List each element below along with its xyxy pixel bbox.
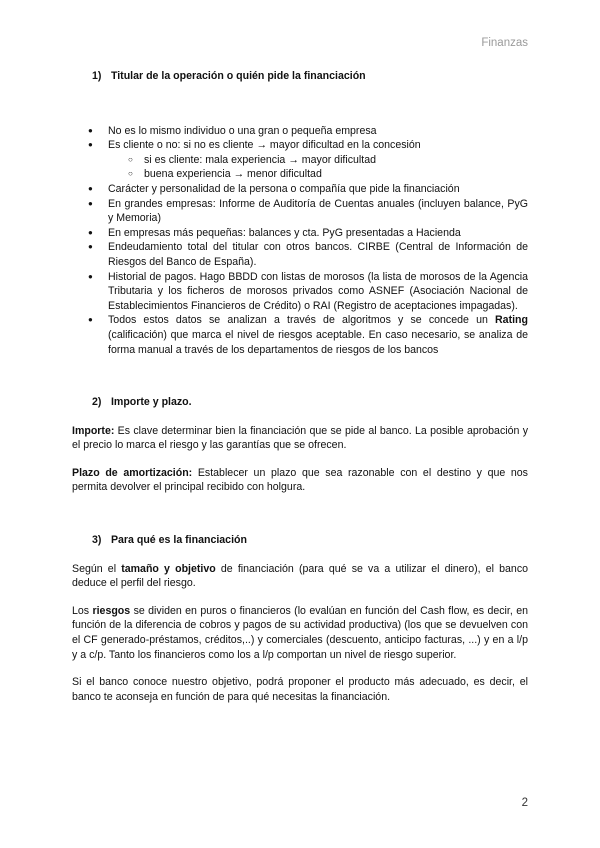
list-item: ● No es lo mismo individuo o una gran o pequeña empresa <box>72 124 528 139</box>
plazo-paragraph: Plazo de amortización: Establecer un plazo que sea razonable con el destino y que nos permita devolver el principal recibido con holgura. <box>72 466 528 494</box>
plazo-label: Plazo de amortización: <box>72 466 193 479</box>
list-item: ● En empresas más pequeñas: balances y cta. PyG presentadas a Hacienda <box>72 226 528 241</box>
list-item: ● Carácter y personalidad de la persona o compañía que pide la financiación <box>72 182 528 197</box>
importe-paragraph: Importe: Es clave determinar bien la financiación que se pide al banco. La posible aprobación y el precio lo marca el riesgo y las garantías que se ofrecen. <box>72 424 528 452</box>
list-item: ● Es cliente o no: si no es cliente → mayor dificultad en la concesión ○ si es cliente: mala experiencia → mayor dificultad ○ buena experiencia → menor dificultad <box>72 138 528 182</box>
conclusion-paragraph: Si el banco conoce nuestro objetivo, podrá proponer el producto más adecuado, es decir, el banco te aconseja en función de para qué necesitas la financiación. <box>72 676 528 703</box>
riesgos-paragraph: Los riesgos se dividen en puros o financieros (lo evalúan en función del Cash flow, es decir, en función de la diferencia de cobros y pagos de su actividad productiva) (los que se devuelven con el CF generado-préstamos, créditos,..) y comerciales (descuento, anticipo facturas, ...) y en a l/p y a c/p. Tanto los financieros como los a l/p comportan un nivel de riesgo superior. <box>72 604 528 661</box>
page-number: 2 <box>521 797 528 809</box>
sub-list-item: ○ buena experiencia → menor dificultad <box>72 167 528 182</box>
section-3-number: 3) <box>92 534 102 547</box>
section-1-heading <box>72 69 528 84</box>
section-2-heading <box>72 395 528 410</box>
section-2-number: 2) <box>92 396 102 409</box>
section-1-title: Titular de la operación o quién pide la financiación <box>110 70 366 82</box>
section-3-title: Para qué es la financiación <box>110 534 247 547</box>
list-item: ● Endeudamiento total del titular con otros bancos. CIRBE (Central de Información de Riesgos del Banco de España). <box>72 240 528 269</box>
section-2-title: Importe y plazo. <box>110 396 192 409</box>
section-1-bullet-list <box>72 124 528 358</box>
objetivo-term: tamaño y objetivo <box>121 562 216 575</box>
importe-label: Importe: <box>72 424 115 437</box>
riesgos-term: riesgos <box>92 604 131 617</box>
sub-list-item: ○ si es cliente: mala experiencia → mayor dificultad <box>72 153 528 168</box>
list-item: ● En grandes empresas: Informe de Auditoría de Cuentas anuales (incluyen balance, PyG y Memoria) <box>72 197 528 226</box>
section-3-heading <box>72 533 528 548</box>
list-item: ● Todos estos datos se analizan a través de algoritmos y se concede un Rating (calificación) que marca el nivel de riesgos aceptable. En caso necesario, se analiza de forma manual a través de los departamentos de riesgos de los bancos <box>72 313 528 357</box>
objetivo-paragraph: Según el tamaño y objetivo de financiación (para qué se va a utilizar el dinero), el banco deduce el perfil del riesgo. <box>72 562 529 590</box>
section-1-number: 1) <box>92 70 102 82</box>
sub-bullet-list <box>108 153 528 182</box>
rating-term: Rating <box>495 314 528 327</box>
page-body <box>72 69 528 704</box>
list-item: ● Historial de pagos. Hago BBDD con listas de morosos (la lista de morosos de la Agencia Tributaria y los ficheros de morosos privados como ASNEF (Asociación Nacional de Establecimientos Financieros de Crédito) o RAI (Registro de aceptaciones impagadas). <box>72 270 528 314</box>
running-header: Finanzas <box>481 37 528 49</box>
